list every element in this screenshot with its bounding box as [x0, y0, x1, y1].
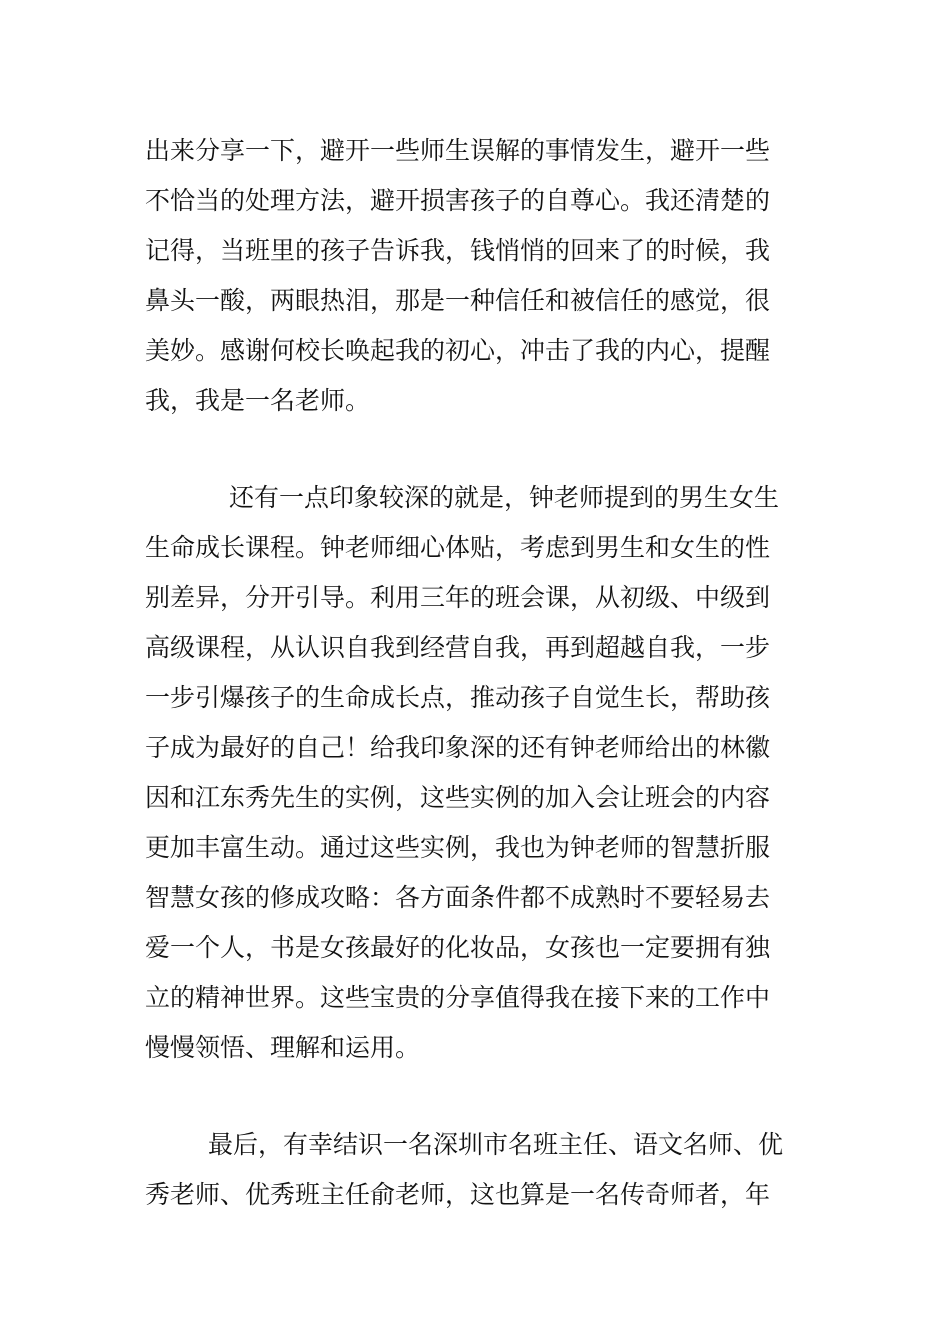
paragraph-1-line-2: 不恰当的处理方法，避开损害孩子的自尊心。我还清楚的 — [145, 186, 771, 215]
paragraph-2-line-7: 因和江东秀先生的实例，这些实例的加入会让班会的内容 — [145, 783, 771, 812]
paragraph-1-line-3: 记得，当班里的孩子告诉我，钱悄悄的回来了的时候，我 — [145, 236, 771, 265]
paragraph-1-line-1: 出来分享一下，避开一些师生误解的事情发生，避开一些 — [145, 136, 771, 165]
paragraph-2-line-1: 还有一点印象较深的就是，钟老师提到的男生女生 — [229, 483, 780, 512]
paragraph-1-line-4: 鼻头一酸，两眼热泪，那是一种信任和被信任的感觉，很 — [145, 286, 771, 315]
paragraph-2-line-5: 一步引爆孩子的生命成长点，推动孩子自觉生长，帮助孩 — [145, 683, 771, 712]
paragraph-2-line-12: 慢慢领悟、理解和运用。 — [145, 1033, 421, 1062]
paragraph-2-line-3: 别差异，分开引导。利用三年的班会课，从初级、中级到 — [145, 583, 771, 612]
paragraph-1-line-5: 美妙。感谢何校长唤起我的初心，冲击了我的内心，提醒 — [145, 336, 771, 365]
paragraph-2-line-9: 智慧女孩的修成攻略：各方面条件都不成熟时不要轻易去 — [145, 883, 771, 912]
paragraph-2-line-4: 高级课程，从认识自我到经营自我，再到超越自我，一步 — [145, 633, 771, 662]
paragraph-3-line-1: 最后，有幸结识一名深圳市名班主任、语文名师、优 — [208, 1130, 784, 1159]
paragraph-2-line-10: 爱一个人，书是女孩最好的化妆品，女孩也一定要拥有独 — [145, 933, 771, 962]
paragraph-2-line-8: 更加丰富生动。通过这些实例，我也为钟老师的智慧折服 — [145, 833, 771, 862]
paragraph-2-line-6: 子成为最好的自己！给我印象深的还有钟老师给出的林徽 — [145, 733, 771, 762]
paragraph-3-line-2: 秀老师、优秀班主任俞老师，这也算是一名传奇师者，年 — [145, 1180, 771, 1209]
paragraph-1-line-6: 我，我是一名老师。 — [145, 386, 371, 415]
paragraph-2-line-2: 生命成长课程。钟老师细心体贴，考虑到男生和女生的性 — [145, 533, 771, 562]
paragraph-2-line-11: 立的精神世界。这些宝贵的分享值得我在接下来的工作中 — [145, 983, 771, 1012]
